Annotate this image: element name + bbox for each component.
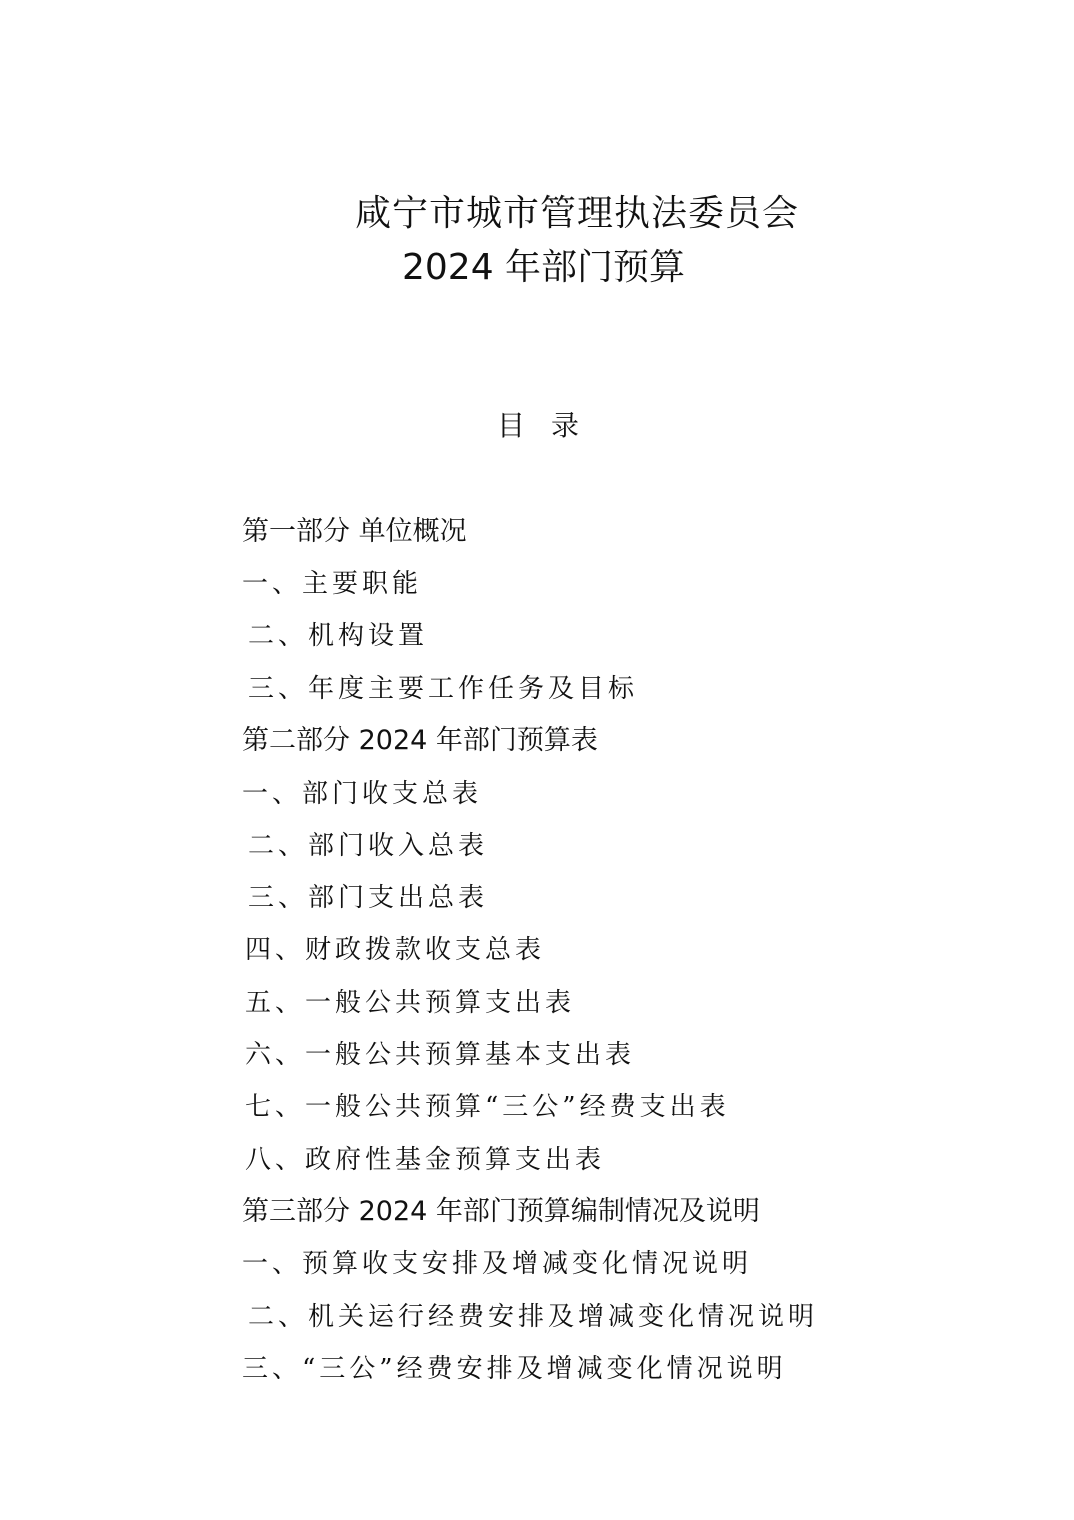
- toc-item: 六、一般公共预算基本支出表: [245, 1040, 636, 1070]
- document-title-line2: 2024 年部门预算: [402, 247, 686, 288]
- toc-item: 三、年度主要工作任务及目标: [248, 674, 639, 704]
- toc-item: 七、一般公共预算“三公”经费支出表: [245, 1092, 730, 1122]
- toc-part-3: 第三部分 2024 年部门预算编制情况及说明: [242, 1196, 760, 1227]
- toc-item: 五、一般公共预算支出表: [245, 988, 576, 1018]
- toc-item: 三、部门支出总表: [248, 883, 489, 913]
- toc-item: 一、主要职能: [242, 569, 423, 599]
- toc-item: 四、财政拨款收支总表: [245, 935, 546, 965]
- toc-item: 一、部门收支总表: [242, 779, 483, 809]
- document-title-line1: 咸宁市城市管理执法委员会: [355, 193, 800, 234]
- toc-item: 二、机构设置: [248, 621, 429, 651]
- toc-item: 二、部门收入总表: [248, 831, 489, 861]
- toc-heading-char-1: 目: [497, 409, 526, 442]
- toc-part-1: 第一部分 单位概况: [242, 516, 467, 547]
- toc-item: 一、预算收支安排及增减变化情况说明: [242, 1249, 753, 1279]
- toc-heading-char-2: 录: [551, 409, 580, 442]
- toc-part-2: 第二部分 2024 年部门预算表: [242, 725, 598, 756]
- toc-item: 三、“三公”经费安排及增减变化情况说明: [242, 1354, 787, 1384]
- toc-item: 八、政府性基金预算支出表: [245, 1145, 606, 1175]
- toc-item: 二、机关运行经费安排及增减变化情况说明: [248, 1302, 819, 1332]
